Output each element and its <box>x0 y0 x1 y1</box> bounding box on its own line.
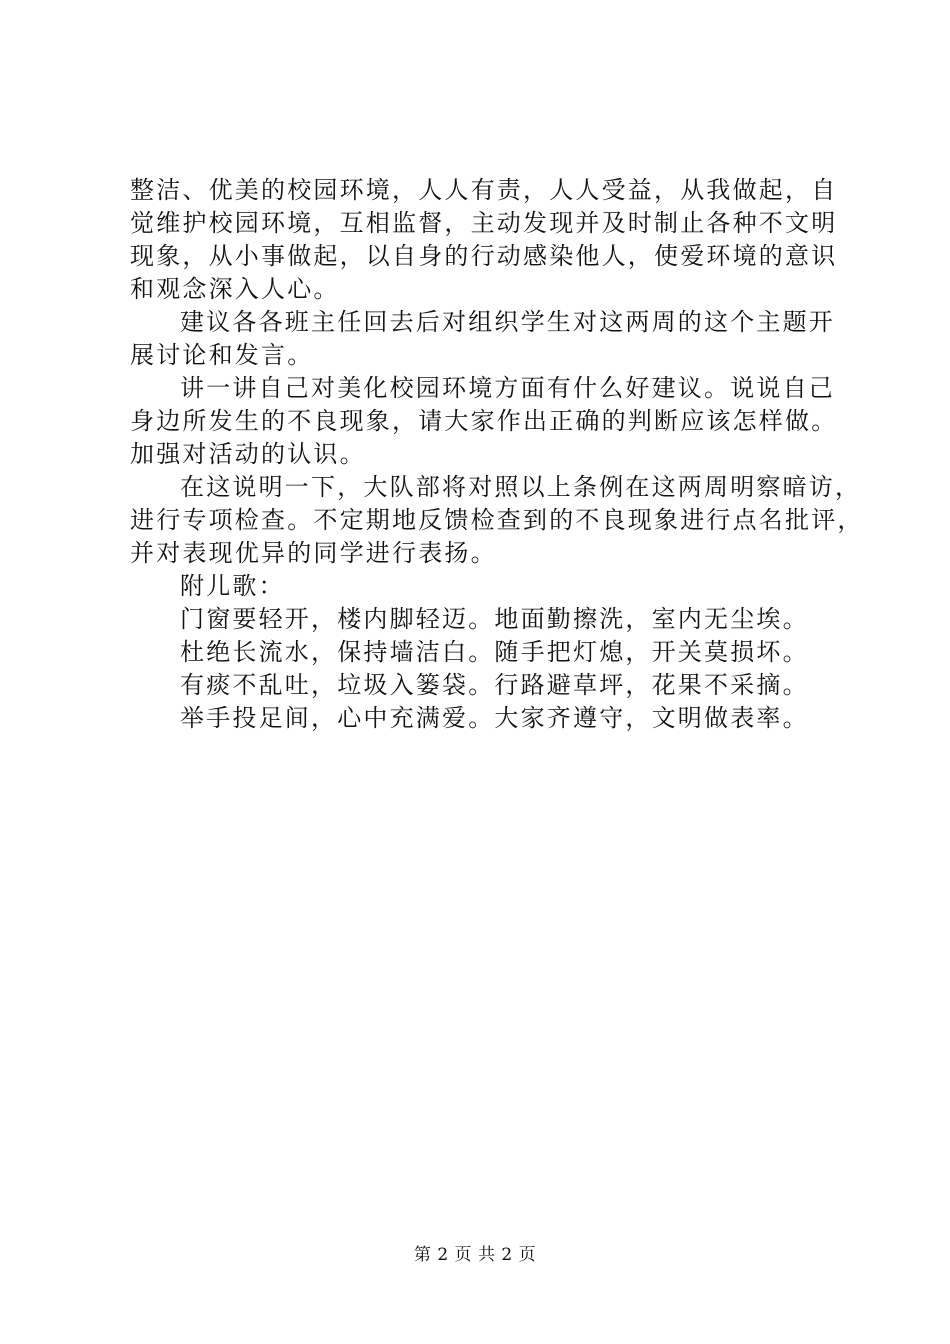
body-line: 身边所发生的不良现象，请大家作出正确的判断应该怎样做。 <box>130 407 838 435</box>
body-line: 讲一讲自己对美化校园环境方面有什么好建议。说说自己 <box>180 374 835 402</box>
body-line: 觉维护校园环境，互相监督，主动发现并及时制止各种不文明 <box>130 209 838 237</box>
poem-line: 有痰不乱吐，垃圾入篓袋。行路避草坪，花果不采摘。 <box>180 671 809 699</box>
document-body <box>130 174 864 735</box>
body-line: 加强对活动的认识。 <box>130 440 366 468</box>
poem-line: 门窗要轻开，楼内脚轻迈。地面勤擦洗，室内无尘埃。 <box>180 605 809 633</box>
body-line: 建议各各班主任回去后对组织学生对这两周的这个主题开 <box>180 308 835 336</box>
page-number-footer: 第 2 页 共 2 页 <box>413 1245 537 1265</box>
poem-heading: 附儿歌： <box>180 572 285 600</box>
body-line: 现象，从小事做起，以自身的行动感染他人，使爱环境的意识 <box>130 242 838 270</box>
body-line: 展讨论和发言。 <box>130 341 314 369</box>
body-line: 进行专项检查。不定期地反馈检查到的不良现象进行点名批评， <box>130 506 864 534</box>
body-line: 和观念深入人心。 <box>130 275 340 303</box>
body-line: 并对表现优异的同学进行表扬。 <box>130 539 497 567</box>
poem-line: 举手投足间，心中充满爱。大家齐遵守，文明做表率。 <box>180 704 809 732</box>
body-line: 在这说明一下，大队部将对照以上条例在这两周明察暗访， <box>180 473 862 501</box>
poem-line: 杜绝长流水，保持墙洁白。随手把灯熄，开关莫损坏。 <box>180 638 809 666</box>
body-line: 整洁、优美的校园环境，人人有责，人人受益，从我做起，自 <box>130 176 838 204</box>
